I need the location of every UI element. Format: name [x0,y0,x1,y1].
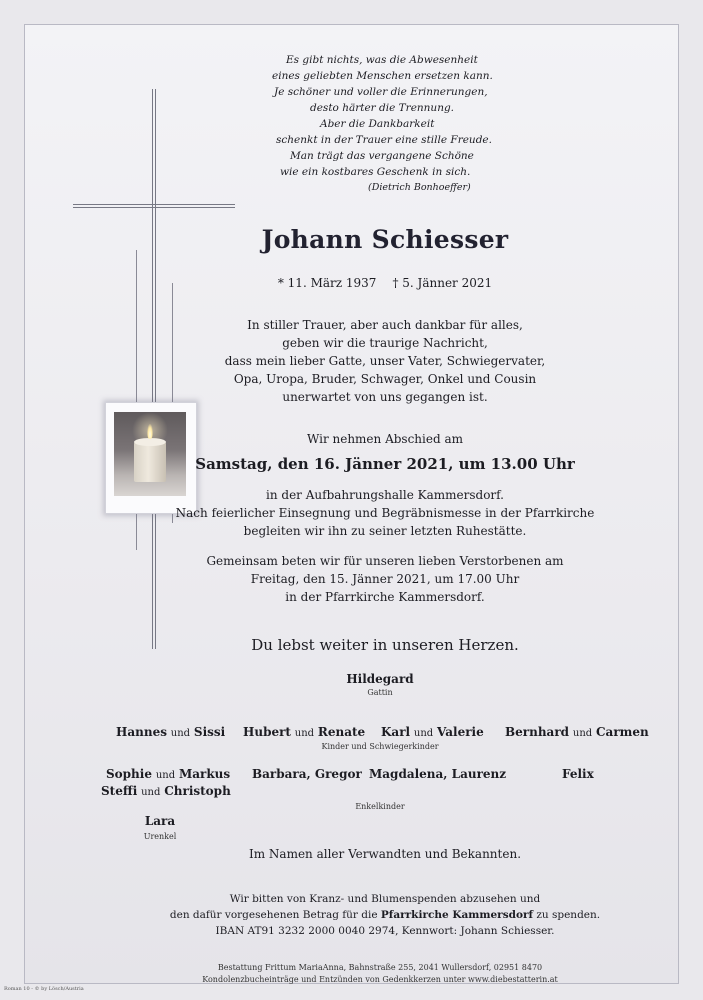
death-date: † 5. Jänner 2021 [392,276,493,290]
announcement-line: Opa, Uropa, Bruder, Schwager, Onkel und Cousin [233,372,537,386]
child-pair [505,725,649,739]
great-grandchild-name-text: Lara [144,814,176,828]
quote-line: Je schöner und voller die Erinnerungen, [274,86,488,98]
life-dates [220,276,550,290]
und-word: und [413,728,434,739]
child-partner-name: Carmen [596,725,649,739]
prayer-line: Gemeinsam beten wir für unseren lieben Verstorbenen am [206,554,564,568]
quote-line: eines geliebten Menschen ersetzen kann. [272,70,493,82]
und-word: und [170,728,191,739]
venue-text [150,486,620,540]
child-pair [116,725,225,739]
bonhoeffer-quote [258,52,508,196]
quote-line: desto härter die Trennung. [310,102,455,114]
undertaker-footer [170,962,590,986]
child-pair [243,725,365,739]
prayer-text [150,552,620,606]
heart-line: Du lebst weiter in unseren Herzen. [251,636,519,654]
candle-photo [114,412,186,496]
child-name: Bernhard [505,725,570,739]
und-word: und [572,728,593,739]
grandchild-names [252,767,362,781]
great-grandchild-name [130,814,190,828]
grandchild-names [562,767,594,781]
grandchild-name: Markus [178,767,231,781]
donation-recipient: Pfarrkirche Kammersdorf [380,909,534,921]
announcement-line: unerwartet von uns gegangen ist. [282,390,488,404]
quote-line: Es gibt nichts, was die Abwesenheit [286,54,478,66]
announcement-line: In stiller Trauer, aber auch dankbar für alles, [247,318,523,332]
donation-line: IBAN AT91 3232 2000 0040 2974, Kennwort: Johann Schiesser. [215,925,555,937]
quote-line: Man trägt das vergangene Schöne [290,150,474,162]
great-grandchild-role: Urenkel [143,832,177,841]
und-word: und [141,787,161,798]
children-role: Kinder und Schwiegerkinder [321,742,439,751]
donation-note [130,891,640,939]
quote-line: Aber die Dankbarkeit [320,118,435,130]
grandchildren-role: Enkelkinder [355,802,405,811]
grandchild-name: Christoph [164,784,231,798]
flame-icon [147,424,153,439]
child-name: Karl [381,725,411,739]
child-partner-name: Valerie [437,725,484,739]
quote-line: wie ein kostbares Geschenk in sich. [280,166,471,178]
venue-line: Nach feierlicher Einsegnung und Begräbnismesse in der Pfarrkirche [175,506,595,520]
child-partner-name: Renate [317,725,366,739]
venue-line: begleiten wir ihn zu seiner letzten Ruhestätte. [243,524,527,538]
funeral-date: Samstag, den 16. Jänner 2021, um 13.00 Uhr [195,455,575,473]
undertaker-address: Bestattung Frittum MariaAnna, Bahnstraße 255, 2041 Wullersdorf, 02951 8470 [217,963,543,972]
und-word: und [294,728,315,739]
grandchild-pair [106,767,230,781]
donation-text: den dafür vorgesehenen Betrag für die [169,909,381,921]
farewell-line: Wir nehmen Abschied am [306,432,464,446]
grandchild-name: Felix [562,767,594,781]
wife-name [300,672,460,686]
grandchild-pair [101,784,231,798]
grandchild-name: Sophie [106,767,152,781]
grandchild-name: Magdalena, Laurenz [369,767,507,781]
wife-role: Gattin [367,688,393,697]
prayer-line: Freitag, den 15. Jänner 2021, um 17.00 Uhr [250,572,520,586]
child-partner-name: Sissi [193,725,226,739]
announcement-line: geben wir die traurige Nachricht, [282,336,488,350]
closing-line: Im Namen aller Verwandten und Bekannten. [248,847,522,861]
venue-line: in der Aufbahrungshalle Kammersdorf. [266,488,504,502]
quote-line: schenkt in der Trauer eine stille Freude. [276,134,492,146]
grandchild-name: Steffi [101,784,138,798]
condolence-info: Kondolenzbucheinträge und Entzünden von Gedenkkerzen unter www.diebestatterin.at [202,975,558,984]
announcement-text [185,316,585,406]
und-word: und [155,770,176,781]
deceased-name: Johann Schiesser [261,225,509,254]
donation-line [130,907,640,923]
print-mark: Roman 10 - © by Lösch/Austria [4,986,84,992]
donation-text: zu spenden. [533,909,601,921]
child-name: Hannes [116,725,167,739]
quote-source: (Dietrich Bonhoeffer) [368,182,471,193]
child-name: Hubert [243,725,291,739]
child-pair [381,725,484,739]
birth-date: * 11. März 1937 [277,276,377,290]
donation-line: Wir bitten von Kranz- und Blumenspenden abzusehen und [229,893,541,905]
cross-horizontal-beam [73,204,235,208]
wife-name-text: Hildegard [346,672,414,686]
grandchild-name: Barbara, Gregor [252,767,362,781]
announcement-line: dass mein lieber Gatte, unser Vater, Schwiegervater, [224,354,546,368]
grandchild-names [369,767,506,781]
candle-top [134,438,166,446]
prayer-line: in der Pfarrkirche Kammersdorf. [285,590,485,604]
